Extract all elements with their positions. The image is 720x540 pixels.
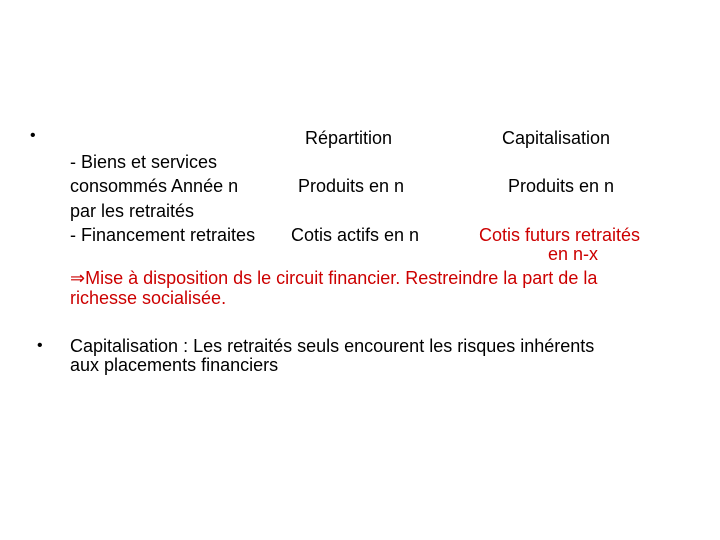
implies-arrow-icon: ⇒ — [70, 268, 86, 288]
cotis-futurs-line-2: en n-x — [548, 244, 599, 264]
produits-capitalisation: Produits en n — [508, 176, 615, 196]
cotis-futurs-line-1: Cotis futurs retraités — [479, 225, 641, 245]
biens-line-2: consommés Année n — [70, 176, 239, 196]
biens-line-3: par les retraités — [70, 201, 195, 221]
cotis-actifs: Cotis actifs en n — [291, 225, 420, 245]
bullet-1-marker: • — [30, 127, 36, 144]
financement-retraites: - Financement retraites — [70, 225, 256, 245]
produits-repartition: Produits en n — [298, 176, 405, 196]
capitalisation-line-2: aux placements financiers — [70, 355, 279, 375]
biens-line-1: - Biens et services — [70, 152, 218, 172]
mise-line-2: richesse socialisée. — [70, 288, 227, 308]
capitalisation-line-1: Capitalisation : Les retraités seuls encourent les risques inhérents — [70, 336, 595, 356]
header-repartition: Répartition — [305, 128, 393, 148]
header-capitalisation: Capitalisation — [502, 128, 611, 148]
mise-line-1-text: Mise à disposition ds le circuit financier. Restreindre la part de la — [85, 268, 598, 288]
bullet-2-marker: • — [37, 337, 43, 354]
mise-line-1 — [70, 268, 597, 288]
